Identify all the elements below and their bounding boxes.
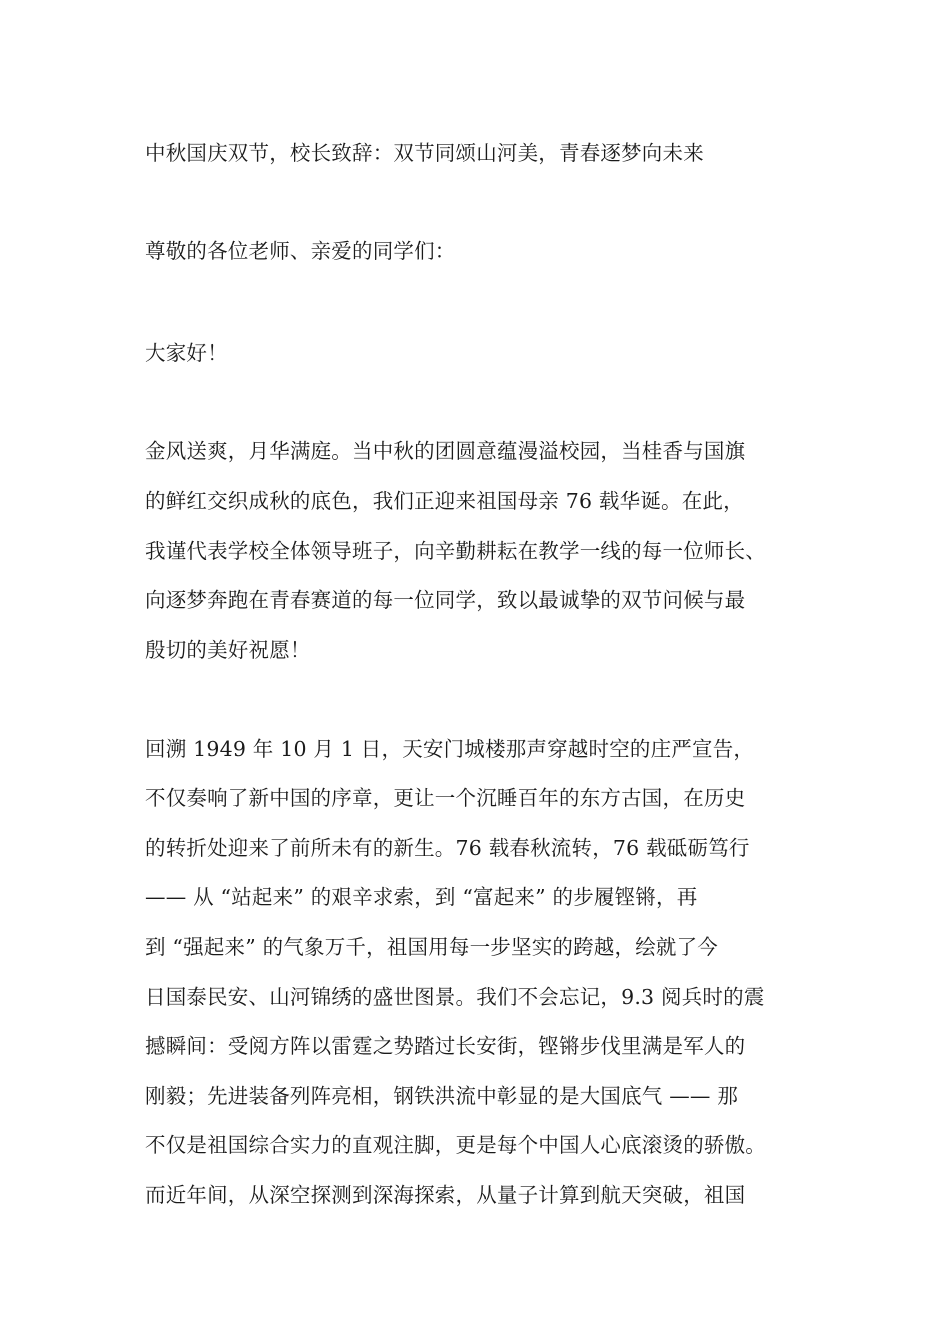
document-title: 中秋国庆双节，校长致辞：双节同颂山河美，青春逐梦向未来 — [145, 141, 704, 165]
paragraph-line: 殷切的美好祝愿！ — [145, 638, 311, 662]
greeting: 大家好！ — [145, 341, 228, 365]
paragraph-line: 到 “强起来” 的气象万千，祖国用每一步坚实的跨越，绘就了今 — [145, 935, 718, 959]
paragraph-line: 不仅是祖国综合实力的直观注脚，更是每个中国人心底滚烫的骄傲。 — [145, 1133, 766, 1157]
paragraph-line: 刚毅；先进装备列阵亮相，钢铁洪流中彰显的是大国底气 —— 那 — [145, 1084, 739, 1108]
paragraph-line: 的鲜红交织成秋的底色，我们正迎来祖国母亲 76 载华诞。在此， — [145, 489, 744, 513]
paragraph-line: 我谨代表学校全体领导班子，向辛勤耕耘在教学一线的每一位师长、 — [145, 539, 766, 563]
paragraph-line: 不仅奏响了新中国的序章，更让一个沉睡百年的东方古国，在历史 — [145, 786, 746, 810]
paragraph-line: 而近年间，从深空探测到深海探索，从量子计算到航天突破，祖国 — [145, 1183, 746, 1207]
paragraph-line: 的转折处迎来了前所未有的新生。76 载春秋流转，76 载砥砺笃行 — [145, 836, 750, 860]
paragraph-line: 向逐梦奔跑在青春赛道的每一位同学，致以最诚挚的双节问候与最 — [145, 588, 746, 612]
paragraph-line: 回溯 1949 年 10 月 1 日，天安门城楼那声穿越时空的庄严宣告， — [145, 737, 755, 761]
paragraph-line: —— 从 “站起来” 的艰辛求索，到 “富起来” 的步履铿锵，再 — [145, 885, 698, 909]
salutation: 尊敬的各位老师、亲爱的同学们： — [145, 239, 456, 263]
paragraph-line: 撼瞬间：受阅方阵以雷霆之势踏过长安街，铿锵步伐里满是军人的 — [145, 1034, 746, 1058]
paragraph-line: 日国泰民安、山河锦绣的盛世图景。我们不会忘记，9.3 阅兵时的震 — [145, 985, 765, 1009]
paragraph-line: 金风送爽，月华满庭。当中秋的团圆意蕴漫溢校园，当桂香与国旗 — [145, 439, 746, 463]
